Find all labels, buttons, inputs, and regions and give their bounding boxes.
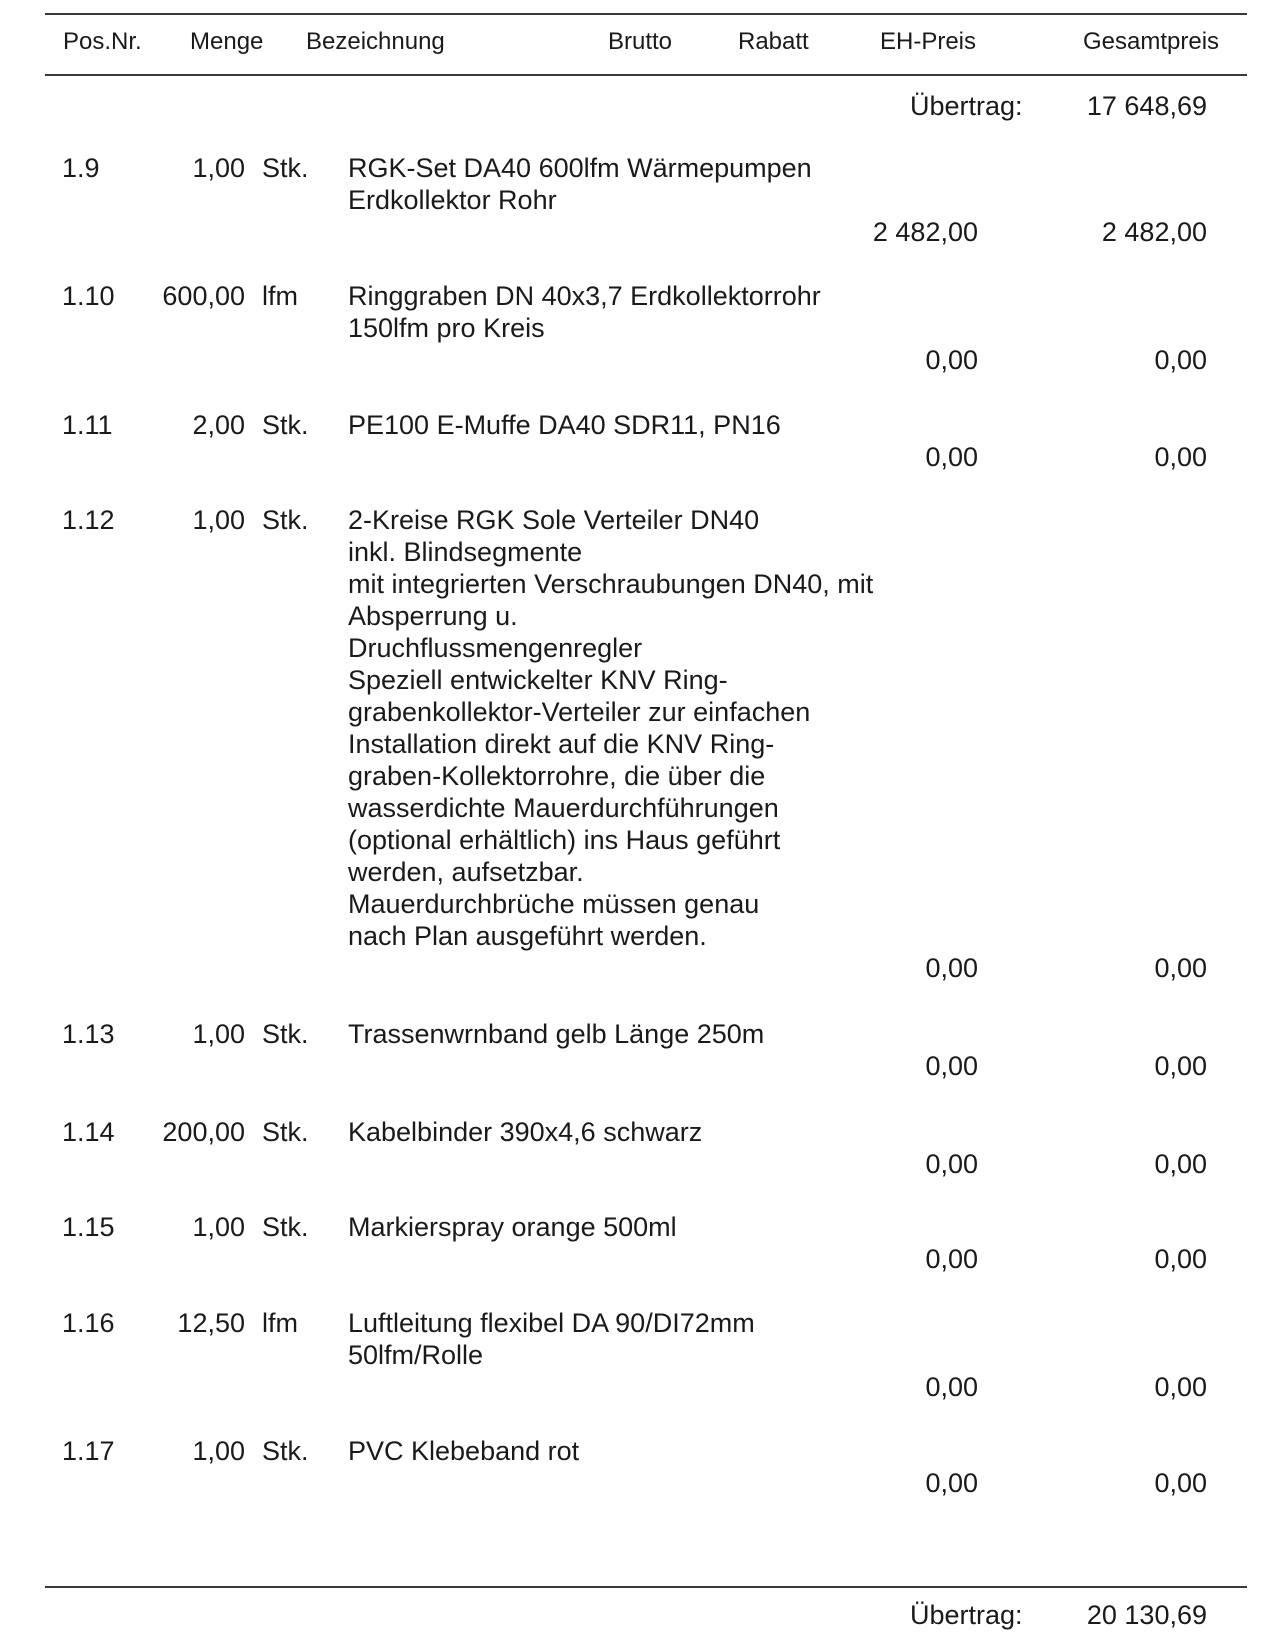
col-header-eh-preis: EH-Preis bbox=[880, 28, 977, 55]
row-unit: Stk. bbox=[262, 505, 309, 535]
description-line: Trassenwrnband gelb Länge 250m bbox=[348, 1019, 765, 1049]
row-pos: 1.11 bbox=[62, 410, 113, 440]
description-line: mit integrierten Verschraubungen DN40, mit bbox=[348, 569, 874, 599]
col-header-rabatt: Rabatt bbox=[738, 28, 809, 55]
row-eh-preis: 0,00 bbox=[925, 953, 978, 983]
row-unit: Stk. bbox=[262, 1212, 309, 1242]
row-qty: 2,00 bbox=[192, 410, 245, 440]
col-header-menge: Menge bbox=[190, 28, 264, 55]
row-eh-preis: 0,00 bbox=[925, 1051, 978, 1081]
row-unit: lfm bbox=[262, 1308, 298, 1338]
description-line: Luftleitung flexibel DA 90/DI72mm bbox=[348, 1308, 755, 1338]
row-pos: 1.14 bbox=[62, 1117, 115, 1147]
header-rule bbox=[45, 74, 1247, 76]
row-qty: 1,00 bbox=[192, 1019, 245, 1049]
description-line: PE100 E-Muffe DA40 SDR11, PN16 bbox=[348, 410, 781, 440]
row-qty: 200,00 bbox=[162, 1117, 245, 1147]
carry-out-label: Übertrag: bbox=[910, 1600, 1023, 1630]
description-line: RGK-Set DA40 600lfm Wärmepumpen bbox=[348, 153, 812, 183]
row-gesamtpreis: 0,00 bbox=[1154, 1244, 1207, 1274]
description-line: Speziell entwickelter KNV Ring- bbox=[348, 665, 728, 695]
row-eh-preis: 0,00 bbox=[925, 1372, 978, 1402]
row-gesamtpreis: 0,00 bbox=[1154, 1051, 1207, 1081]
row-description bbox=[348, 152, 908, 216]
description-line: grabenkollektor-Verteiler zur einfachen bbox=[348, 697, 811, 727]
row-gesamtpreis: 0,00 bbox=[1154, 345, 1207, 375]
col-header-bezeichnung: Bezeichnung bbox=[306, 28, 445, 55]
row-eh-preis: 0,00 bbox=[925, 1244, 978, 1274]
col-header-pos: Pos.Nr. bbox=[63, 28, 142, 55]
description-line: Mauerdurchbrüche müssen genau bbox=[348, 889, 760, 919]
row-gesamtpreis: 0,00 bbox=[1154, 1372, 1207, 1402]
description-line: nach Plan ausgeführt werden. bbox=[348, 921, 707, 951]
row-description bbox=[348, 280, 908, 344]
row-pos: 1.17 bbox=[62, 1436, 115, 1466]
carry-in-value: 17 648,69 bbox=[1086, 91, 1207, 121]
row-qty: 1,00 bbox=[192, 505, 245, 535]
row-eh-preis: 0,00 bbox=[925, 345, 978, 375]
row-eh-preis: 0,00 bbox=[925, 1149, 978, 1179]
row-qty: 12,50 bbox=[177, 1308, 245, 1338]
row-unit: lfm bbox=[262, 281, 298, 311]
description-line: werden, aufsetzbar. bbox=[348, 857, 584, 887]
row-qty: 1,00 bbox=[192, 1212, 245, 1242]
row-unit: Stk. bbox=[262, 410, 309, 440]
row-pos: 1.12 bbox=[62, 505, 115, 535]
row-pos: 1.15 bbox=[62, 1212, 115, 1242]
row-gesamtpreis: 0,00 bbox=[1154, 953, 1207, 983]
row-description bbox=[348, 1116, 908, 1148]
description-line: wasserdichte Mauerdurchführungen bbox=[348, 793, 779, 823]
description-line: inkl. Blindsegmente bbox=[348, 537, 583, 567]
row-eh-preis: 0,00 bbox=[925, 442, 978, 472]
description-line: 150lfm pro Kreis bbox=[348, 313, 545, 343]
description-line: 2-Kreise RGK Sole Verteiler DN40 bbox=[348, 505, 760, 535]
row-description bbox=[348, 1018, 908, 1050]
row-gesamtpreis: 0,00 bbox=[1154, 1468, 1207, 1498]
description-line: graben-Kollektorrohre, die über die bbox=[348, 761, 766, 791]
row-description bbox=[348, 504, 908, 952]
row-pos: 1.10 bbox=[62, 281, 115, 311]
description-line: Absperrung u. bbox=[348, 601, 518, 631]
row-description bbox=[348, 1211, 908, 1243]
row-unit: Stk. bbox=[262, 1436, 309, 1466]
description-line: Markierspray orange 500ml bbox=[348, 1212, 677, 1242]
row-qty: 1,00 bbox=[192, 1436, 245, 1466]
row-description bbox=[348, 1307, 908, 1371]
row-unit: Stk. bbox=[262, 1019, 309, 1049]
description-line: (optional erhältlich) ins Haus geführt bbox=[348, 825, 781, 855]
description-line: 50lfm/Rolle bbox=[348, 1340, 484, 1370]
col-header-brutto: Brutto bbox=[608, 28, 673, 55]
description-line: Kabelbinder 390x4,6 schwarz bbox=[348, 1117, 703, 1147]
row-unit: Stk. bbox=[262, 1117, 309, 1147]
col-header-gesamtpreis: Gesamtpreis bbox=[1083, 28, 1220, 55]
row-description bbox=[348, 1435, 908, 1467]
bottom-rule bbox=[45, 1586, 1247, 1588]
top-rule bbox=[45, 13, 1247, 15]
carry-in-label: Übertrag: bbox=[910, 91, 1023, 121]
row-gesamtpreis: 0,00 bbox=[1154, 1149, 1207, 1179]
row-eh-preis: 0,00 bbox=[925, 1468, 978, 1498]
row-unit: Stk. bbox=[262, 153, 309, 183]
row-gesamtpreis: 2 482,00 bbox=[1101, 217, 1207, 247]
description-line: PVC Klebeband rot bbox=[348, 1436, 580, 1466]
row-qty: 1,00 bbox=[192, 153, 245, 183]
row-description bbox=[348, 409, 908, 441]
row-pos: 1.16 bbox=[62, 1308, 115, 1338]
carry-out-value: 20 130,69 bbox=[1086, 1600, 1207, 1630]
row-gesamtpreis: 0,00 bbox=[1154, 442, 1207, 472]
description-line: Druchflussmengenregler bbox=[348, 633, 643, 663]
row-pos: 1.9 bbox=[62, 153, 100, 183]
row-eh-preis: 2 482,00 bbox=[872, 217, 978, 247]
row-qty: 600,00 bbox=[162, 281, 245, 311]
description-line: Erdkollektor Rohr bbox=[348, 185, 557, 215]
description-line: Installation direkt auf die KNV Ring- bbox=[348, 729, 775, 759]
description-line: Ringgraben DN 40x3,7 Erdkollektorrohr bbox=[348, 281, 821, 311]
row-pos: 1.13 bbox=[62, 1019, 115, 1049]
